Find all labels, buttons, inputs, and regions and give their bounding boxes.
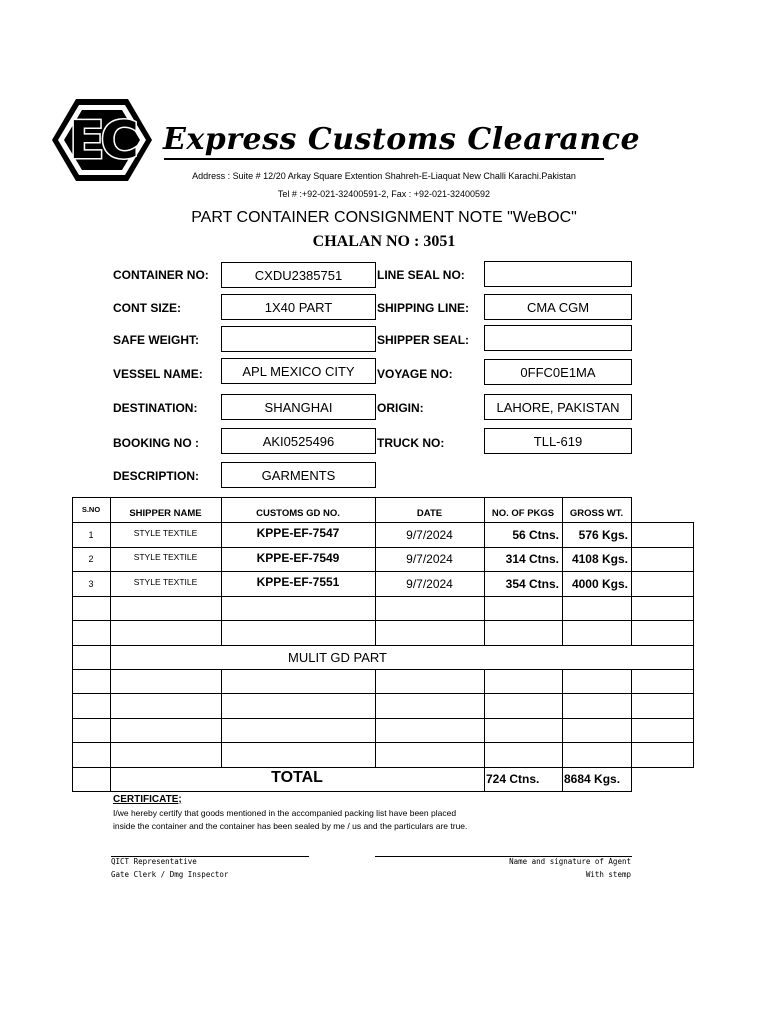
mulit-gd-note: MULIT GD PART: [288, 649, 387, 665]
total-gross-wt: 8684 Kgs.: [564, 772, 621, 786]
shipper-seal-label: SHIPPER SEAL:: [377, 333, 470, 347]
origin-label: ORIGIN:: [377, 401, 424, 415]
column-header-sno: S.NO: [81, 505, 101, 514]
shipper-seal-field: [484, 325, 632, 351]
company-name: Express Customs Clearance: [163, 122, 641, 157]
row-1-date: 9/7/2024: [406, 527, 453, 542]
column-header-date: DATE: [416, 508, 443, 519]
column-header-shipper-name: SHIPPER NAME: [129, 508, 202, 519]
line-seal-no-field: [484, 261, 632, 287]
safe-weight-label: SAFE WEIGHT:: [113, 333, 199, 347]
row-2-shipper-name: STYLE TEXTILE: [133, 552, 198, 562]
description-field: GARMENTS: [221, 462, 376, 488]
agent-name-signature-label: Name and signature of Agent: [509, 857, 631, 866]
document-title: PART CONTAINER CONSIGNMENT NOTE "WeBOC": [191, 209, 577, 226]
certificate-text-line-1: I/we hereby certify that goods mentioned in the accompanied packing list have been placed: [113, 808, 457, 818]
booking-no-field: AKI0525496: [221, 428, 376, 454]
chalan-number: CHALAN NO : 3051: [312, 233, 456, 250]
agent-stamp-label: With stemp: [585, 870, 631, 879]
shipping-line-label: SHIPPING LINE:: [377, 301, 470, 315]
booking-no-label: BOOKING NO :: [113, 436, 199, 450]
description-label: DESCRIPTION:: [113, 469, 200, 483]
cont-size-label: CONT SIZE:: [113, 301, 181, 315]
column-header-no-of-pkgs: NO. OF PKGS: [491, 508, 555, 519]
vessel-name-field: APL MEXICO CITY: [221, 358, 376, 384]
cont-size-field: 1X40 PART: [221, 294, 376, 320]
company-phone-fax: Tel # :+92-021-32400591-2, Fax : +92-021-32400592: [277, 189, 491, 199]
row-2-no-of-pkgs: 314 Ctns.: [505, 552, 559, 566]
destination-label: DESTINATION:: [113, 401, 198, 415]
origin-field: LAHORE, PAKISTAN: [484, 394, 632, 420]
row-3-no-of-pkgs: 354 Ctns.: [505, 576, 559, 591]
row-3-sno: 3: [88, 578, 94, 589]
logo-text: EC: [69, 111, 135, 171]
total-label: TOTAL: [271, 769, 323, 786]
row-2-sno: 2: [88, 554, 94, 564]
company-address: Address : Suite # 12/20 Arkay Square Extention Shahreh-E-Liaquat New Challi Karachi.Pakistan: [192, 171, 576, 181]
row-1-sno: 1: [88, 529, 94, 540]
container-no-label: CONTAINER NO:: [113, 268, 209, 282]
total-no-of-pkgs: 724 Ctns.: [486, 772, 540, 786]
certificate-text-line-2: inside the container and the container has been sealed by me / us and the particulars are true.: [113, 821, 468, 831]
row-3-date: 9/7/2024: [406, 576, 453, 591]
truck-no-field: TLL-619: [484, 428, 632, 454]
row-3-gross-wt: 4000 Kgs.: [571, 576, 628, 591]
consignment-table: [72, 497, 694, 792]
column-header-gross-wt: GROSS WT.: [569, 508, 624, 519]
row-2-customs-gd-no: KPPE-EF-7549: [256, 550, 340, 565]
row-3-shipper-name: STYLE TEXTILE: [133, 576, 198, 587]
row-2-gross-wt: 4108 Kgs.: [571, 552, 628, 566]
row-2-date: 9/7/2024: [406, 552, 453, 566]
destination-field: SHANGHAI: [221, 394, 376, 420]
row-1-customs-gd-no: KPPE-EF-7547: [256, 526, 340, 540]
row-3-customs-gd-no: KPPE-EF-7551: [256, 574, 340, 589]
column-header-customs-gd-no: CUSTOMS GD NO.: [256, 508, 340, 519]
voyage-no-label: VOYAGE NO:: [377, 367, 453, 381]
safe-weight-field: [221, 326, 376, 352]
line-seal-no-label: LINE SEAL NO:: [377, 268, 465, 282]
vessel-name-label: VESSEL NAME:: [113, 367, 203, 381]
row-1-shipper-name: STYLE TEXTILE: [133, 528, 198, 538]
shipping-line-field: CMA CGM: [484, 294, 632, 320]
row-1-no-of-pkgs: 56 Ctns.: [512, 527, 559, 542]
company-name-underline: [164, 158, 604, 160]
qict-representative-label: QICT Representative: [111, 857, 197, 866]
container-no-field: CXDU2385751: [221, 262, 376, 288]
certificate-title: CERTIFICATE;: [113, 794, 182, 805]
truck-no-label: TRUCK NO:: [377, 436, 445, 450]
voyage-no-field: 0FFC0E1MA: [484, 359, 632, 385]
gate-clerk-label: Gate Clerk / Dmg Inspector: [111, 870, 229, 879]
row-1-gross-wt: 576 Kgs.: [578, 527, 628, 542]
